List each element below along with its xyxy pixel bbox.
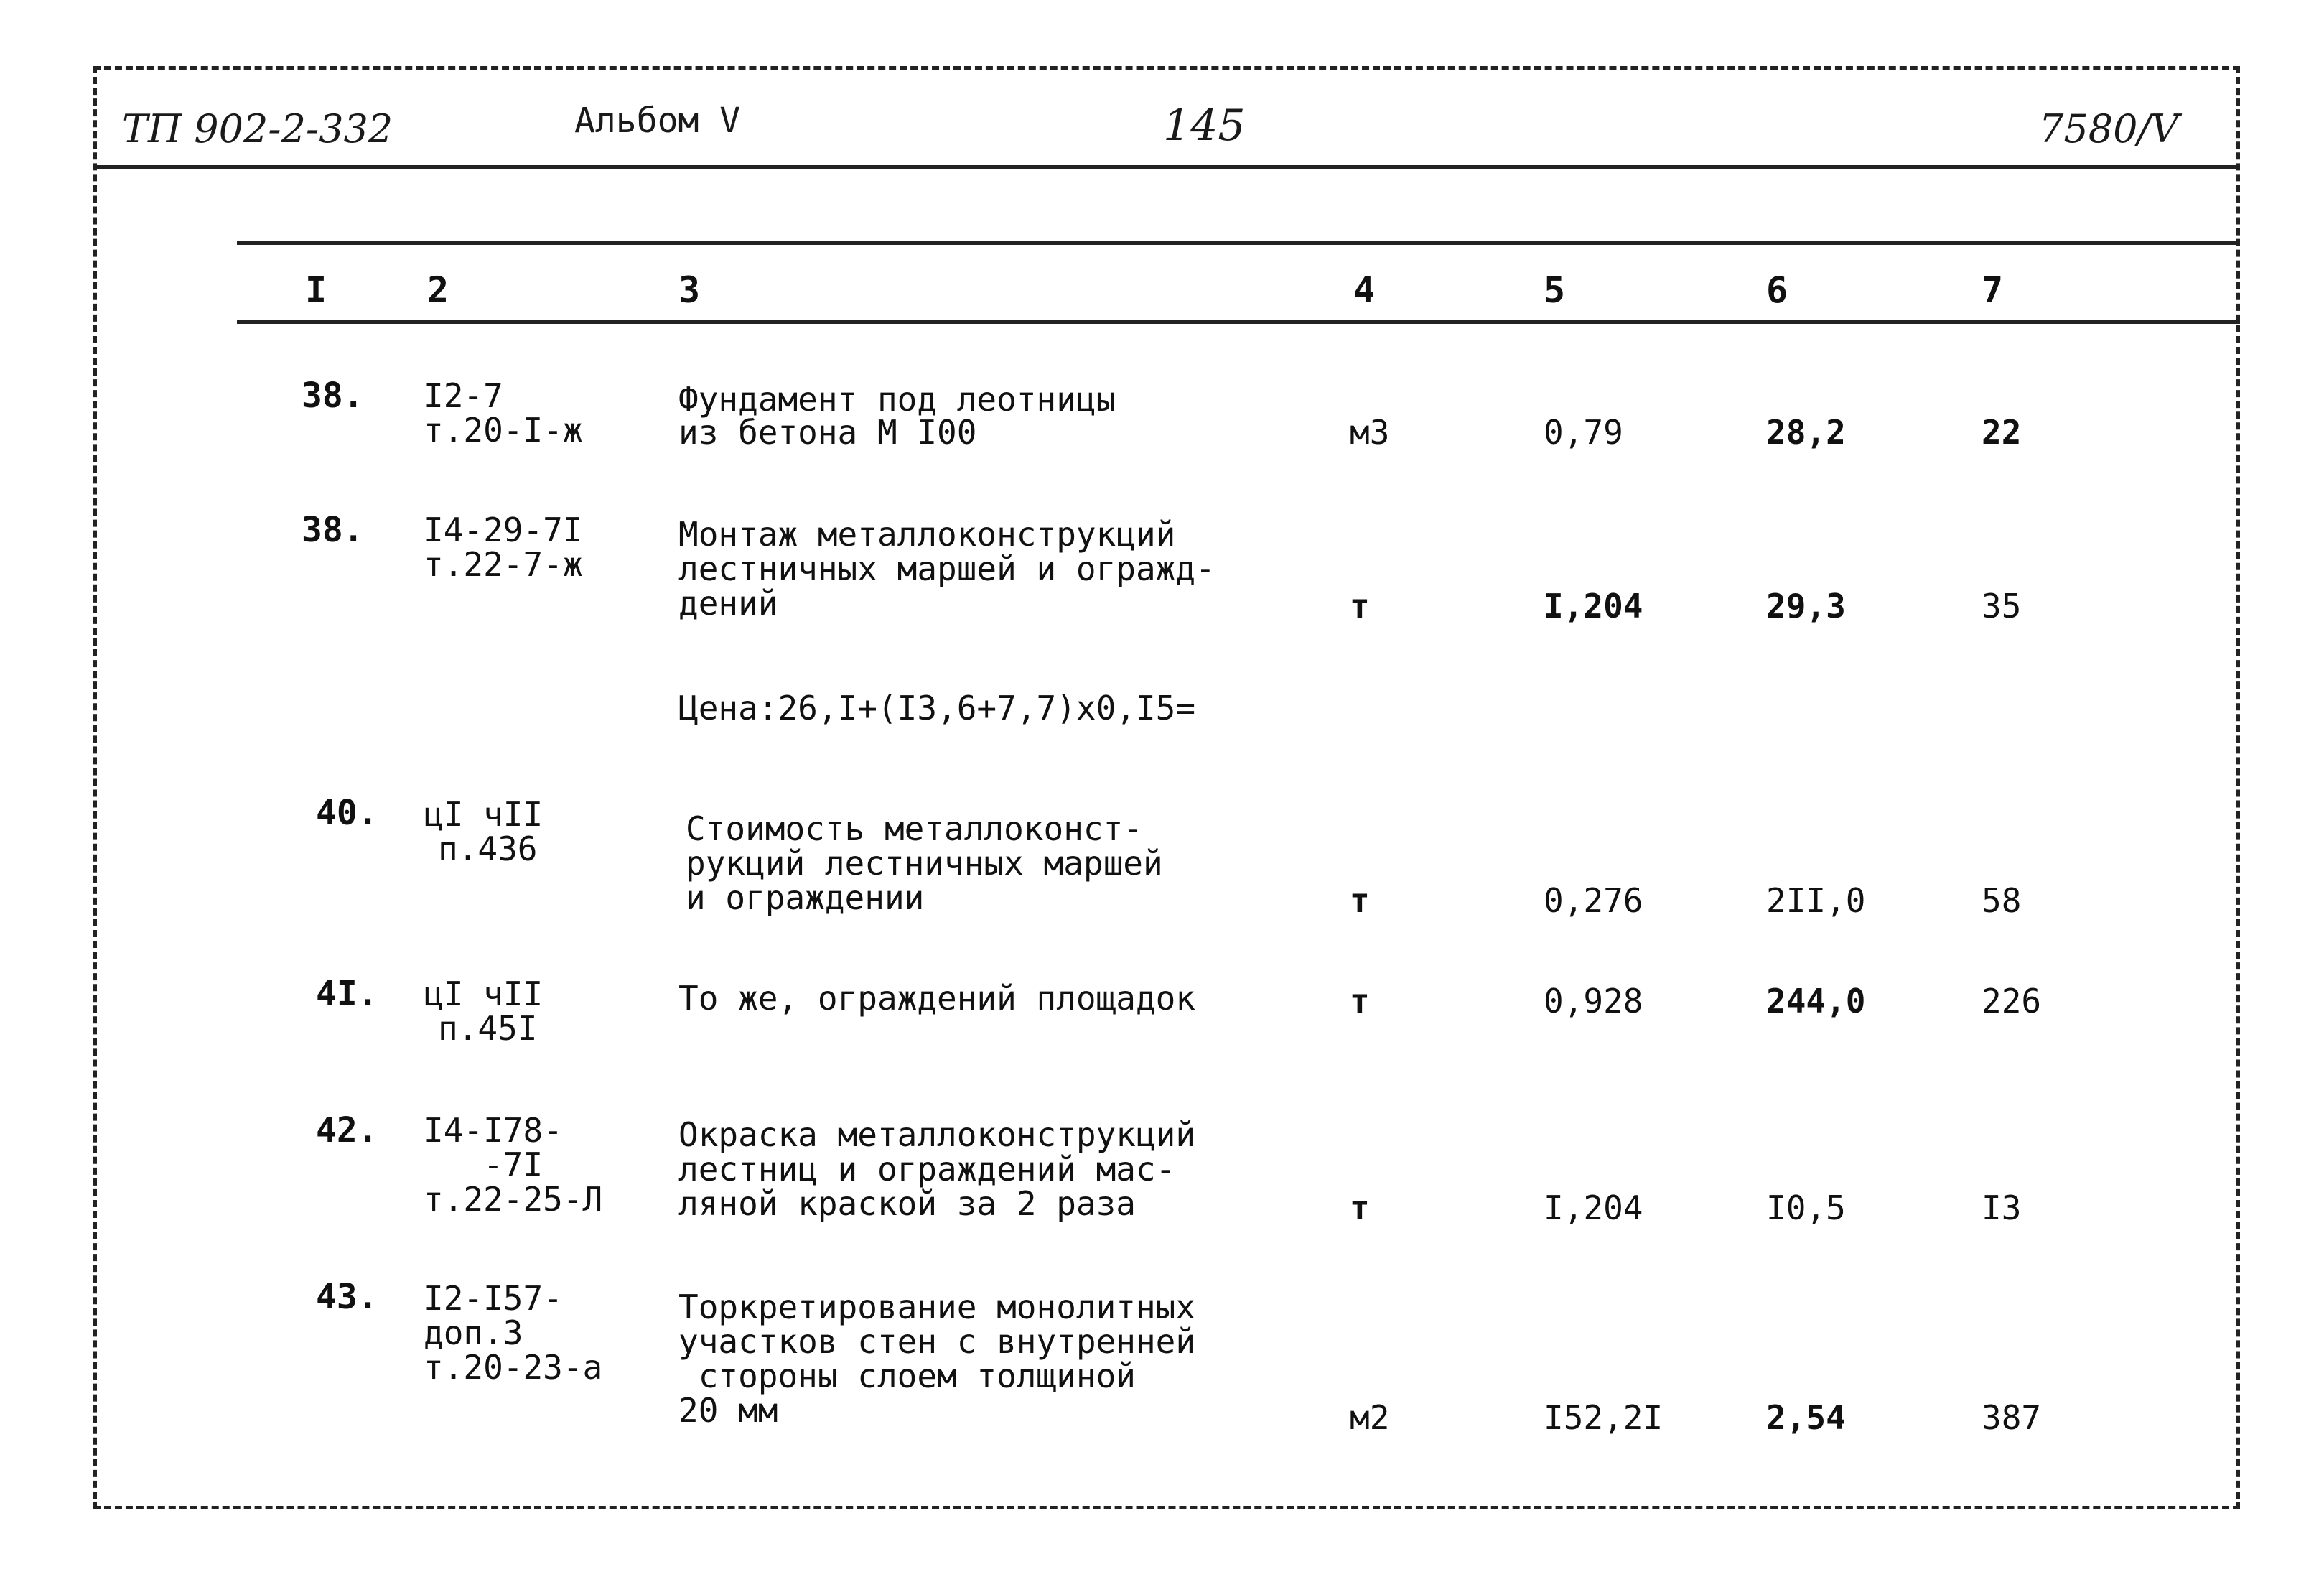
doc-code: ТП 902-2-332 — [122, 106, 393, 152]
description-line: 20 мм — [678, 1391, 778, 1430]
table-top-rule — [237, 241, 2240, 245]
total-cost: I3 — [1982, 1188, 2022, 1227]
price-formula-note: Цена:26,I+(I3,6+7,7)x0,I5= — [678, 689, 1196, 727]
column-header-6: 6 — [1766, 269, 1788, 311]
unit-price: 29,3 — [1766, 587, 1846, 625]
total-cost: 35 — [1982, 587, 2022, 625]
quantity: 0,928 — [1544, 982, 1643, 1020]
description-line: стороны слоем толщиной — [678, 1357, 1136, 1395]
column-header-rule — [237, 320, 2240, 324]
row-number: 40. — [316, 793, 378, 833]
norm-code-line: цI чII — [424, 795, 543, 834]
row-number: 43. — [316, 1277, 378, 1317]
norm-code-line: I2-I57- — [424, 1279, 563, 1318]
description-line: и ограждении — [686, 878, 925, 917]
norm-code-line: т.20-23-а — [424, 1348, 603, 1387]
description-line: Монтаж металлоконструкций — [678, 515, 1176, 554]
norm-code-line: -7I — [424, 1145, 543, 1184]
unit: т — [1350, 881, 1370, 920]
description-line: участков стен с внутренней — [678, 1322, 1196, 1361]
norm-code-line: I2-7 — [424, 376, 503, 415]
column-header-5: 5 — [1544, 269, 1566, 311]
description-line: Торкретирование монолитных — [678, 1288, 1196, 1326]
header-divider — [93, 165, 2240, 169]
description-line: ляной краской за 2 раза — [678, 1184, 1136, 1223]
norm-code-line: т.22-7-ж — [424, 545, 583, 584]
description-line: Стоимость металлоконст- — [686, 809, 1143, 848]
column-header-2: 2 — [427, 269, 449, 311]
norm-code-line: I4-I78- — [424, 1111, 563, 1150]
description-line: дений — [678, 584, 778, 623]
album-label: Альбом V — [574, 101, 741, 141]
unit: т — [1350, 1188, 1370, 1227]
norm-code-line: цI чII — [424, 974, 543, 1013]
inventory-number: 7580/V — [2039, 106, 2179, 152]
description-line: лестничных маршей и огражд- — [678, 549, 1215, 588]
row-number: 42. — [316, 1110, 378, 1150]
quantity: 0,276 — [1544, 881, 1643, 920]
description-line: рукций лестничных маршей — [686, 844, 1163, 883]
norm-code-line: п.436 — [438, 829, 538, 868]
column-header-1: I — [305, 269, 327, 311]
column-header-7: 7 — [1982, 269, 2004, 311]
total-cost: 58 — [1982, 881, 2022, 920]
norm-code-line: т.20-I-ж — [424, 411, 583, 450]
unit: м3 — [1350, 413, 1390, 452]
unit: т — [1350, 982, 1370, 1020]
total-cost: 22 — [1982, 413, 2022, 452]
column-header-4: 4 — [1353, 269, 1376, 311]
unit-price: 244,0 — [1766, 982, 1866, 1020]
unit: т — [1350, 587, 1370, 625]
description-line: Окраска металлоконструкций — [678, 1115, 1196, 1154]
quantity: I,204 — [1544, 587, 1643, 625]
norm-code-line: т.22-25-Л — [424, 1180, 603, 1219]
column-header-3: 3 — [678, 269, 701, 311]
total-cost: 387 — [1982, 1398, 2042, 1437]
unit: м2 — [1350, 1398, 1390, 1437]
quantity: I,204 — [1544, 1188, 1643, 1227]
row-number: 38. — [302, 510, 364, 550]
row-number: 38. — [302, 376, 364, 416]
unit-price: 28,2 — [1766, 413, 1846, 452]
norm-code-line: I4-29-7I — [424, 511, 583, 549]
quantity: 0,79 — [1544, 413, 1623, 452]
description-line: лестниц и ограждений мас- — [678, 1150, 1176, 1188]
unit-price: 2II,0 — [1766, 881, 1866, 920]
total-cost: 226 — [1982, 982, 2042, 1020]
norm-code-line: п.45I — [438, 1009, 538, 1048]
description-line: Фундамент под леотницы — [678, 380, 1116, 419]
page-number: 145 — [1163, 101, 1246, 151]
quantity: I52,2I — [1544, 1398, 1663, 1437]
description-line: То же, ограждений площадок — [678, 979, 1196, 1018]
norm-code-line: доп.3 — [424, 1313, 523, 1352]
description-line: из бетона М I00 — [678, 413, 977, 452]
unit-price: I0,5 — [1766, 1188, 1846, 1227]
unit-price: 2,54 — [1766, 1398, 1846, 1437]
row-number: 4I. — [316, 974, 378, 1014]
